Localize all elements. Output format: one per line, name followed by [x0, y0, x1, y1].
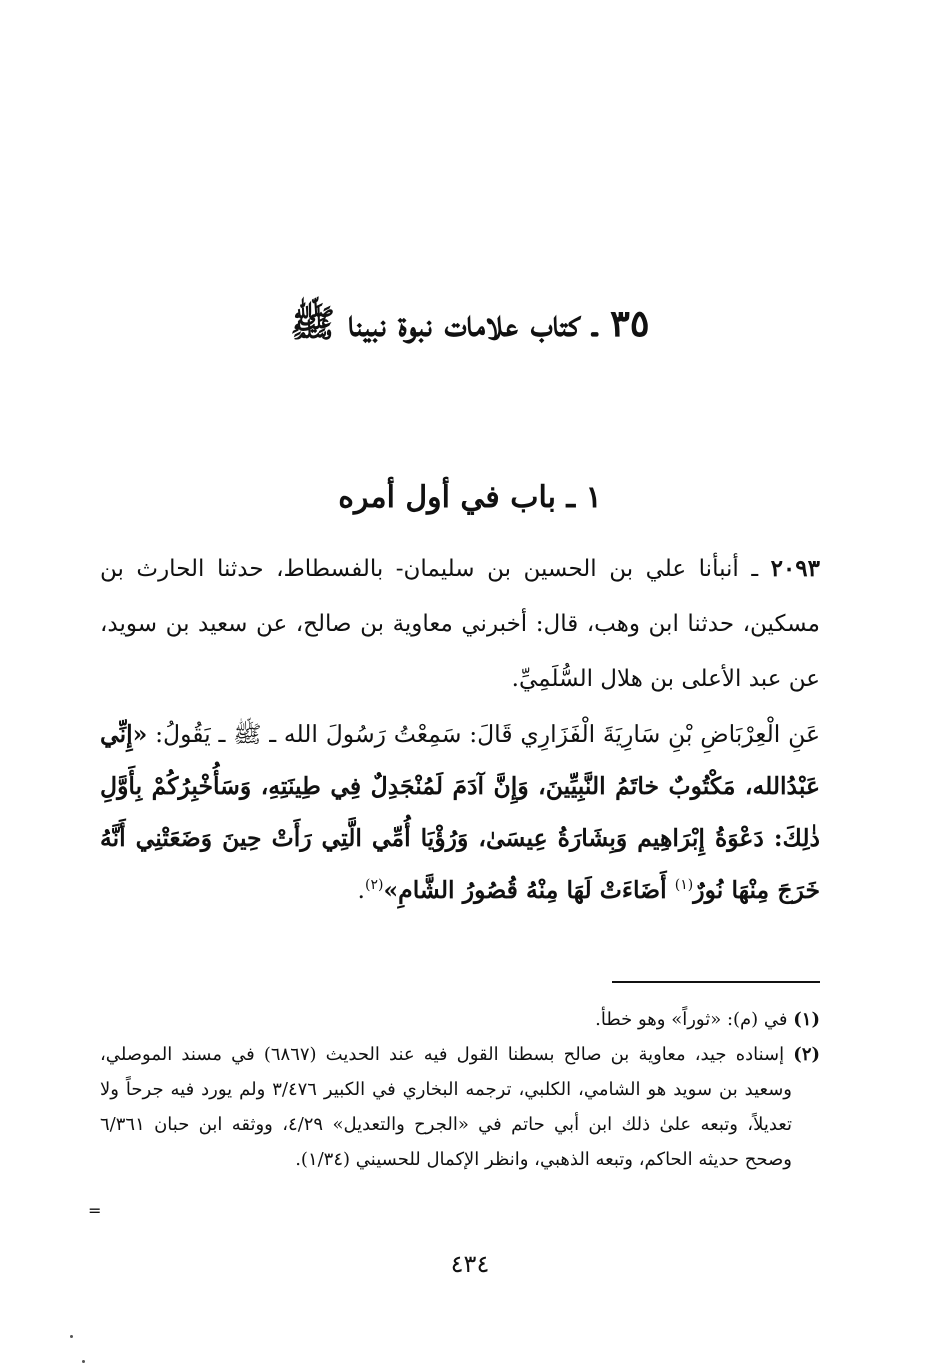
- matn-quote-part2: أَضَاءَتْ لَهَا مِنْهُ قُصُورُ الشَّامِ»: [383, 875, 675, 904]
- hadith-isnad: [100, 541, 820, 707]
- book-title: ٣٥ ـ كتاب علامات نبوة نبينا ﷺ: [290, 300, 650, 345]
- footnote-separator: [612, 981, 820, 983]
- page-number: ٤٣٤: [450, 1250, 490, 1278]
- footnote-ref-1: (١): [674, 876, 694, 893]
- footnote-2: [100, 1037, 820, 1177]
- scan-speck: [82, 1360, 85, 1363]
- isnad-text: ـ أنبأنا علي بن الحسين بن سليمان- بالفسطاط، حدثنا الحارث بن مسكين، حدثنا ابن وهب، قال: أخبرني معاوية بن صالح، عن سعيد بن سويد، عن عبد الأعلى بن هلال السُّلَمِيِّ.: [100, 556, 820, 692]
- footnote-text: إسناده جيد، معاوية بن صالح بسطنا القول فيه عند الحديث (٦٨٦٧) في مسند الموصلي، وسعيد بن سويد هو الشامي، الكلبي، ترجمه البخاري في الكبير ٣/٤٧٦ ولم يورد فيه جرحاً ولا تعديلاً، وتبعه علىٰ ذلك ابن أبي حاتم في «الجرح والتعديل» ٤/٢٩، ووثقه ابن حبان ٦/٣٦١ وصحح حديثه الحاكم، وتبعه الذهبي، وانظر الإكمال للحسيني (١/٣٤).: [100, 1044, 794, 1170]
- chapter-title: ١ ـ باب في أول أمره: [338, 479, 602, 515]
- hadith-matn: [100, 708, 820, 916]
- footnotes: [100, 1002, 820, 1177]
- matn-intro: عَنِ الْعِرْبَاضِ بْنِ سَارِيَةَ الْفَزَارِي قَالَ: سَمِعْتُ رَسُولَ الله ـ ﷺ ـ يَقُولُ:: [147, 719, 820, 748]
- footnote-ref-2: (٢): [365, 876, 384, 893]
- continuation-mark: =: [88, 1201, 102, 1220]
- footnote-1: [100, 1002, 820, 1037]
- scan-speck: [70, 1335, 73, 1338]
- hadith-number: ٢٠٩٣: [770, 555, 820, 582]
- footnote-marker: (١): [793, 1009, 820, 1030]
- footnote-marker: (٢): [793, 1044, 821, 1065]
- matn-end: .: [357, 875, 366, 904]
- footnote-text: في (م): «ثوراً» وهو خطأ.: [595, 1009, 794, 1030]
- matn-quote-part1: «إِنِّي عَبْدُالله، مَكْتُوبٌ خاتَمُ النَّبِيِّينَ، وَإِنَّ آدَمَ لَمُنْجَدِلٌ فِي طِينَتِهِ، وَسَأُخْبِرُكُمْ بِأَوَّلِ ذٰلِكَ: دَعْوَةُ إِبْرَاهِيم وَبِشَارَةُ عِيسَىٰ، وَرُؤْيَا أُمِّي الَّتِي رَأَتْ حِينَ وَضَعَتْنِي أَنَّهُ خَرَجَ مِنْهَا نُورٌ: [100, 719, 820, 904]
